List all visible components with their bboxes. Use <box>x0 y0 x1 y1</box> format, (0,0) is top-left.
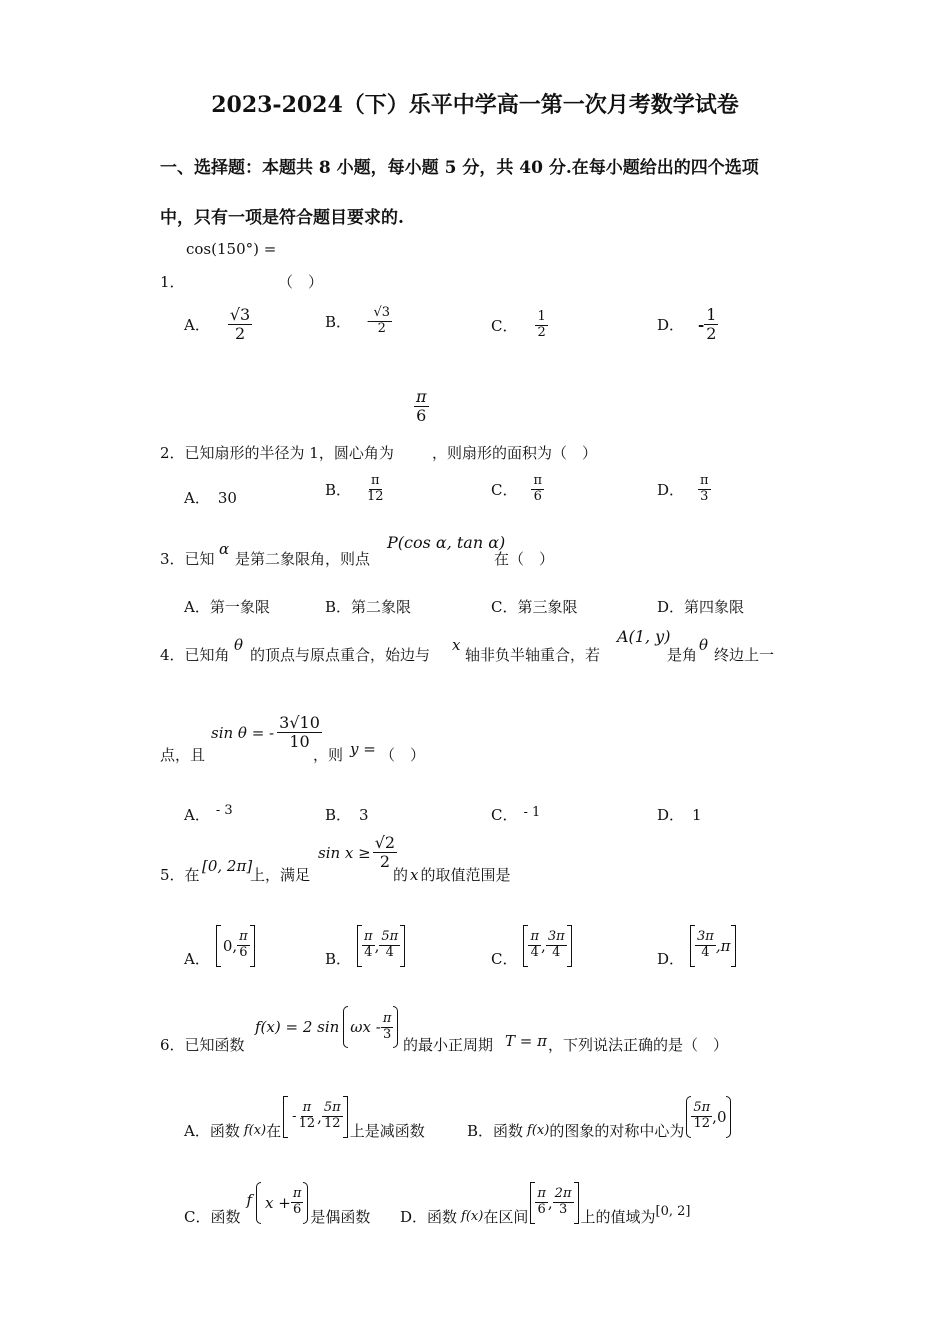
q5-c-n2: 3π <box>547 929 565 945</box>
q6-text-a: 6．已知函数 <box>160 1036 245 1054</box>
q1-number: 1． <box>160 273 185 291</box>
q1-option-d-fraction <box>704 306 718 344</box>
q4-option-a-value: - 3 <box>215 803 233 818</box>
q5-d-right-bracket <box>731 925 736 967</box>
q3-text-c: 在（ ） <box>494 550 555 568</box>
q4-text-b: 的顶点与原点重合，始边与 <box>250 646 431 664</box>
q6-c-fraction <box>291 1187 304 1218</box>
q5-b-d2: 4 <box>385 945 394 960</box>
q5-interval: [0, 2π] <box>202 857 253 875</box>
q6-d-text-a: D．函数 <box>400 1208 458 1226</box>
q6-c-left-paren <box>256 1182 261 1224</box>
q4-text-g: ，则 <box>313 746 344 764</box>
q6-c-right-paren <box>303 1182 308 1224</box>
q6-frac-den: 3 <box>382 1026 392 1042</box>
q5-option-c-label: C． <box>491 950 518 968</box>
q5-a-right-bracket <box>250 925 255 967</box>
q2-angle-fraction <box>414 388 429 426</box>
q5-frac-den: 2 <box>379 852 391 872</box>
q2-option-a-value: 30 <box>217 489 237 507</box>
q3-point: P(cos α, tan α) <box>387 533 506 552</box>
q2-option-b[interactable] <box>325 474 386 505</box>
q6-a-fraction-2 <box>322 1101 343 1132</box>
q1-option-d[interactable] <box>657 306 718 344</box>
q6-b-fraction <box>691 1101 712 1132</box>
q6-d-n2: 2π <box>554 1186 572 1202</box>
q1-option-d-label: D． <box>657 316 685 335</box>
q2-b-num: π <box>371 473 380 488</box>
q5-a-left-value: 0, <box>222 936 238 955</box>
q4-y-expression: y = <box>350 740 376 758</box>
q5-a-left-bracket <box>216 925 221 967</box>
q4-theta: θ <box>234 636 244 654</box>
q2-angle-num: π <box>416 387 427 406</box>
q2-option-d-label: D． <box>657 480 685 499</box>
q1-c-den: 2 <box>537 324 546 340</box>
q6-a-fraction-1 <box>297 1101 318 1132</box>
q6-b-d: 12 <box>693 1116 711 1131</box>
q4-text-d: 是角 <box>667 646 698 664</box>
q6-d-text-b: 在区间 <box>483 1208 529 1226</box>
q2-option-d-fraction <box>698 474 711 505</box>
q6-d-d1: 6 <box>537 1202 546 1217</box>
q5-text-c-label: 的 <box>393 866 409 884</box>
q6-a-left-bracket <box>283 1096 288 1138</box>
q5-option-d-label: D． <box>657 950 685 968</box>
q6-inner-text: ωx - <box>350 1018 381 1036</box>
q6-function-expression <box>255 1006 398 1048</box>
q6-fraction <box>381 1012 394 1043</box>
q6-frac-num: π <box>382 1010 392 1026</box>
q6-c-inner: x + <box>265 1193 291 1212</box>
q1-option-c[interactable] <box>491 310 548 341</box>
q5-a-den: 6 <box>239 945 248 960</box>
q1-expression <box>186 240 276 258</box>
q5-frac-num: √2 <box>374 833 396 852</box>
q5-a-fraction <box>237 930 250 961</box>
q1-option-b-label: B． <box>325 312 352 331</box>
q1-b-sign: - <box>367 313 372 329</box>
q4-option-d-label: D． <box>657 806 685 824</box>
q5-b-fraction-1 <box>362 930 375 961</box>
q4-frac-den: 10 <box>289 732 310 752</box>
q6-b-text-a: B．函数 <box>467 1122 524 1140</box>
q2-c-num: π <box>533 473 543 488</box>
q2-option-a[interactable] <box>184 487 237 508</box>
q3-option-c[interactable]: C．第三象限 <box>491 598 578 616</box>
q1-option-a-fraction <box>228 306 252 344</box>
q1-option-b-fraction <box>371 306 392 337</box>
q5-c-fraction-1 <box>528 930 541 961</box>
q4-text-h: （ ） <box>380 746 426 764</box>
q5-c-d2: 4 <box>552 945 561 960</box>
q6-b-f: f(x) <box>527 1123 550 1138</box>
q4-option-b-value: 3 <box>359 806 369 824</box>
q6-d-f: f(x) <box>461 1209 484 1224</box>
q2-option-c-fraction <box>531 474 544 505</box>
q4-frac-num: 3√10 <box>279 713 320 732</box>
q1-b-num: √3 <box>373 305 390 320</box>
q4-option-a[interactable] <box>184 804 233 825</box>
q6-b-n: 5π <box>693 1100 711 1116</box>
q3-option-d[interactable]: D．第四象限 <box>657 598 745 616</box>
q4-option-a-label: A． <box>184 806 210 824</box>
q4-option-d[interactable] <box>657 804 702 825</box>
q5-d-right-value: ,π <box>715 936 731 955</box>
q4-text-a: 4．已知角 <box>160 646 230 664</box>
q6-f-text: f(x) = 2 sin <box>255 1018 340 1036</box>
q5-c-right-bracket <box>567 925 572 967</box>
q5-d-den: 4 <box>701 945 710 960</box>
section-heading-line1: 一、选择题：本题共 8 小题，每小题 5 分，共 40 分.在每小题给出的四个选项 <box>160 158 759 178</box>
q1-expr-text: cos(150°) = <box>186 240 277 258</box>
q3-option-a[interactable]: A．第一象限 <box>184 598 270 616</box>
page-title: 2023-2024（下）乐平中学高一第一次月考数学试卷 <box>211 92 739 118</box>
q1-option-c-fraction <box>535 310 547 341</box>
q6-d-d2: 3 <box>558 1202 568 1217</box>
q4-sin-expression <box>211 714 322 752</box>
q1-c-num: 1 <box>537 309 546 324</box>
q1-option-a[interactable] <box>184 306 252 344</box>
q5-option-a-label: A． <box>184 950 210 968</box>
q1-d-den: 2 <box>706 324 717 344</box>
q6-text-b: 的最小正周期 <box>403 1036 494 1054</box>
q5-b-right-bracket <box>400 925 405 967</box>
q5-option-a[interactable] <box>184 922 255 969</box>
q6-d-fraction-1 <box>535 1187 548 1218</box>
q3-text-a: 3．已知 <box>160 550 215 568</box>
q2-option-d[interactable] <box>657 474 711 505</box>
q5-option-c[interactable]: C． $\frac{\pi}{4}$ , $\frac{3\pi}{4}$ <box>491 922 572 969</box>
q4-text-c: 轴非负半轴重合，若 <box>465 646 601 664</box>
q2-option-c-label: C． <box>491 480 518 499</box>
q4-text-e: 终边上一 <box>714 646 775 664</box>
q1-d-num: 1 <box>706 305 717 324</box>
section-heading-line2: 中，只有一项是符合题目要求的. <box>160 208 404 228</box>
q5-b-fraction-2 <box>379 930 400 961</box>
q5-text-a: 5．在 <box>160 866 200 884</box>
q6-left-paren <box>343 1006 348 1048</box>
q5-b-n1: π <box>364 929 373 945</box>
q2-option-b-fraction <box>365 474 386 505</box>
q6-option-c[interactable] <box>184 1178 370 1227</box>
q4-option-b-label: B． <box>325 806 352 824</box>
q2-d-den: 3 <box>700 488 709 504</box>
q2-text-a: 2．已知扇形的半径为 1，圆心角为 <box>160 444 394 462</box>
q5-c-d1: 4 <box>530 945 539 960</box>
q5-d-fraction <box>695 930 716 961</box>
q5-option-d[interactable] <box>657 922 736 969</box>
q6-b-tail: ,0 <box>712 1107 727 1126</box>
q6-b-right-paren <box>726 1096 731 1138</box>
q4-point: A(1, y) <box>617 627 671 646</box>
q6-a-text-b: 在 <box>266 1122 282 1140</box>
q5-text-d-label: 的取值范围是 <box>420 866 511 884</box>
q6-b-text-b: 的图象的对称中心为 <box>549 1122 685 1140</box>
q6-a-f: f(x) <box>243 1123 267 1138</box>
q1-option-a-label: A． <box>184 316 210 335</box>
q2-b-den: 12 <box>367 488 384 504</box>
q5-a-num: π <box>239 929 248 945</box>
q6-option-d[interactable]: D．函数 f(x) 在区间 $\frac{\pi}{6}$ , $\frac{2\pi}{3}$ 上的值域为 [0, 2] <box>400 1178 690 1227</box>
q6-d-right-bracket <box>574 1182 579 1224</box>
q6-right-paren <box>393 1006 398 1048</box>
q6-period-expression: T = π <box>505 1032 547 1050</box>
q5-option-b[interactable]: B． $\frac{\pi}{4}$ , $\frac{5\pi}{4}$ <box>325 922 405 969</box>
q6-c-d: 6 <box>292 1202 302 1217</box>
q2-text-b: ，则扇形的面积为（ ） <box>432 444 598 462</box>
q2-option-b-label: B． <box>325 480 352 499</box>
q4-sin-text: sin θ = - <box>211 723 275 742</box>
q1-b-den: 2 <box>377 320 386 336</box>
q3-option-b[interactable]: B．第二象限 <box>325 598 412 616</box>
q6-c-n: π <box>292 1186 302 1202</box>
q6-a-text-c: 上是减函数 <box>349 1122 425 1140</box>
q3-text-b: 是第二象限角，则点 <box>235 550 371 568</box>
q6-option-a[interactable]: A．函数 f(x) 在 - $\frac{\pi}{12}$ , $\frac{5\pi}{12}$ 上是减函数 <box>184 1092 425 1141</box>
q5-c-fraction-2 <box>546 930 567 961</box>
q5-sin-text: sin x ≥ <box>318 843 371 862</box>
q2-option-c[interactable] <box>491 474 544 505</box>
q6-d-range: [0, 2] <box>655 1204 691 1219</box>
q6-d-fraction-2 <box>553 1187 574 1218</box>
q4-theta-2: θ <box>699 636 709 654</box>
q1-blank: （ ） <box>278 273 324 291</box>
q5-text-c <box>393 864 511 885</box>
q6-a-right-bracket <box>343 1096 348 1138</box>
q5-x-var: x <box>410 866 419 884</box>
q5-d-num: 3π <box>697 929 714 945</box>
q2-c-den: 6 <box>533 488 542 504</box>
q6-c-text-b: 是偶函数 <box>310 1208 371 1226</box>
q4-option-c[interactable] <box>491 804 540 825</box>
q5-sin-expression <box>318 834 397 872</box>
q4-option-c-value: - 1 <box>523 805 541 820</box>
q1-option-c-label: C． <box>491 316 518 335</box>
q6-a-n2: 5π <box>323 1100 341 1116</box>
q1-d-sign: - <box>698 315 705 334</box>
q4-x: x <box>452 636 461 654</box>
q6-text-c: ，下列说法正确的是（ ） <box>548 1036 729 1054</box>
q2-angle-den: 6 <box>416 406 427 426</box>
q5-text-b: 上，满足 <box>250 866 311 884</box>
q1-a-num: √3 <box>229 305 251 324</box>
q6-a-text-a: A．函数 <box>184 1122 240 1140</box>
q6-c-text-a: C．函数 <box>184 1208 241 1226</box>
q4-option-d-value: 1 <box>692 806 702 824</box>
q6-c-f: f <box>246 1190 253 1209</box>
q6-a-d2: 12 <box>324 1116 341 1131</box>
q4-text-f: 点，且 <box>160 746 206 764</box>
q4-option-b[interactable] <box>325 804 369 825</box>
q2-option-a-label: A． <box>184 489 210 507</box>
q1-a-den: 2 <box>234 324 246 344</box>
q5-b-d1: 4 <box>364 945 373 960</box>
q1-option-b[interactable] <box>325 306 392 337</box>
q6-d-text-c: 上的值域为 <box>580 1208 656 1226</box>
q5-c-n1: π <box>530 929 540 945</box>
q6-a-d1: 12 <box>298 1116 316 1131</box>
q6-option-b[interactable] <box>467 1092 731 1141</box>
q4-option-c-label: C． <box>491 806 518 824</box>
q6-a-n1: π <box>302 1100 312 1116</box>
q5-option-b-label: B． <box>325 950 352 968</box>
q3-alpha: α <box>219 540 230 558</box>
q5-b-n2: 5π <box>381 929 399 945</box>
q2-d-num: π <box>700 473 709 488</box>
q6-d-n1: π <box>537 1186 546 1202</box>
